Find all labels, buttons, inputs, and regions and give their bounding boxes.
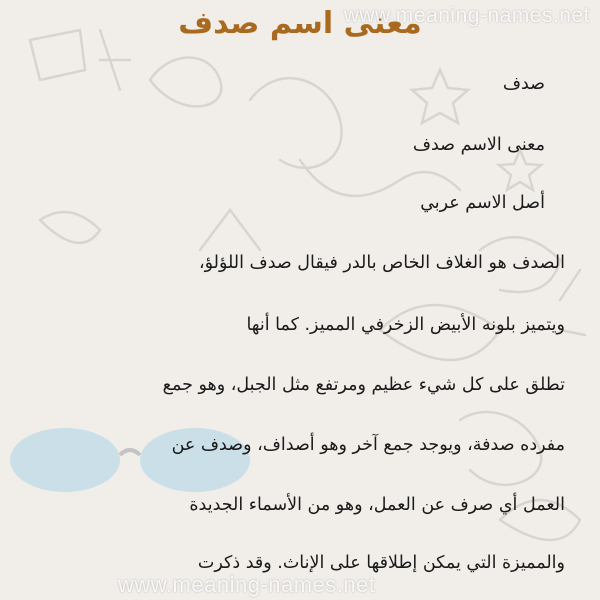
site-watermark-bottom: www.meaning-names.net	[118, 572, 376, 597]
paragraph-line-2: ويتميز بلونه الأبيض الزخرفي المميز. كما أنها	[246, 315, 565, 335]
paragraph-line-6: والمميزة التي يمكن إطلاقها على الإناث. وقد ذكرت	[197, 553, 565, 573]
origin-line: أصل الاسم عربي	[420, 193, 545, 213]
page-title: معنى اسم صدف	[178, 6, 422, 41]
paragraph-line-4: مفرده صدفة، ويوجد جمع آخر وهو أصداف، وصدف عن	[171, 435, 565, 455]
paragraph-line-3: تطلق على كل شيء عظيم ومرتفع مثل الجبل، وهو جمع	[162, 375, 565, 395]
paragraph-line-5: العمل أي صرف عن العمل، وهو من الأسماء الجديدة	[189, 495, 565, 515]
site-watermark-top: www.meaning-names.net	[343, 4, 590, 27]
name-line: صدف	[502, 74, 545, 94]
paragraph-line-1: الصدف هو الغلاف الخاص بالدر فيقال صدف اللؤلؤ،	[198, 253, 565, 273]
meaning-heading-line: معنى الاسم صدف	[412, 135, 545, 155]
